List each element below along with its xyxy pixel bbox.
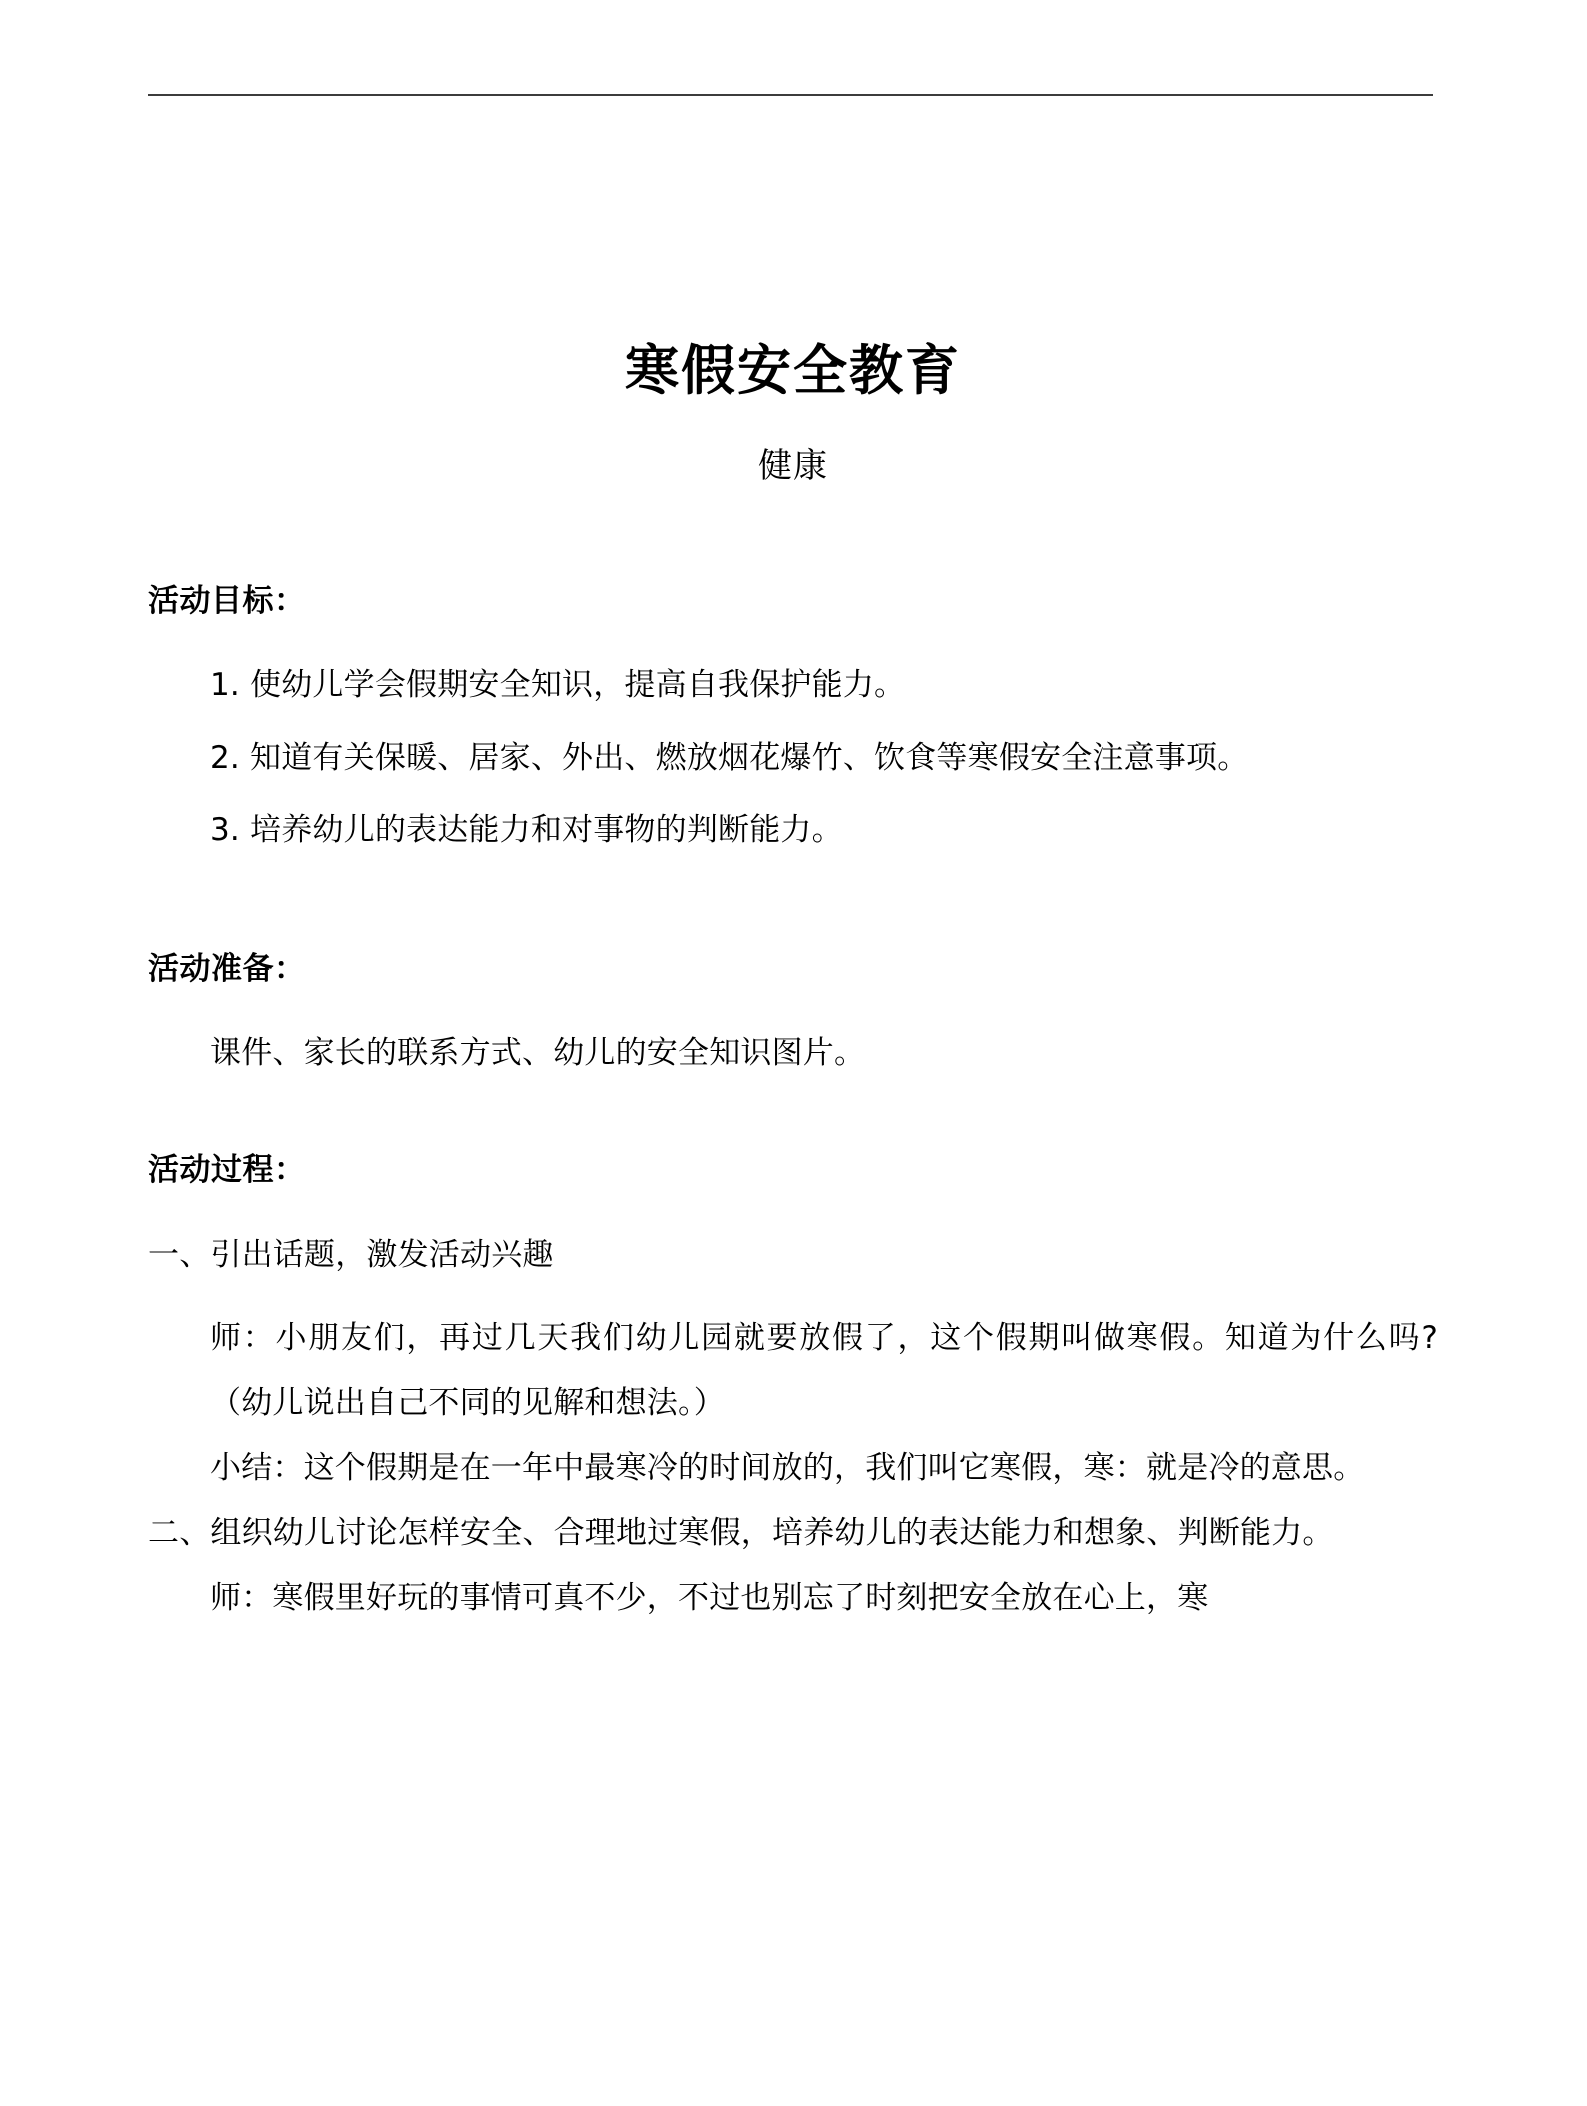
section-objectives (148, 583, 1438, 855)
spacer-objectives-heading (148, 620, 1438, 660)
document-body (148, 300, 1438, 1631)
process-step-two: 二、组织幼儿讨论怎样安全、合理地过寒假，培养幼儿的表达能力和想象、判断能力。 (148, 1515, 1334, 1552)
list-item: 1. 使幼儿学会假期安全知识，提高自我保护能力。 (210, 667, 906, 704)
section-process (148, 1152, 1438, 1631)
spacer-process-heading (148, 1190, 1438, 1230)
process-step-two-teacher-line: 师：寒假里好玩的事情可真不少，不过也别忘了时刻把安全放在心上，寒 (210, 1580, 1209, 1617)
process-step-one-summary-line: 小结：这个假期是在一年中最寒冷的时间放的，我们叫它寒假，寒：就是冷的意思。 (210, 1449, 1365, 1486)
spacer-step-one (148, 1280, 1438, 1306)
process-step-one: 一、引出话题，激发活动兴趣 (148, 1236, 554, 1273)
page-title: 寒假安全教育 (625, 339, 961, 402)
header-divider-rule (148, 94, 1433, 96)
process-step-one-teacher-line: 师：小朋友们，再过几天我们幼儿园就要放假了，这个假期叫做寒假。知道为什么吗?（幼儿说出自己不同的见解和想法。） (210, 1319, 1438, 1421)
section-preparation (148, 951, 1438, 1078)
spacer-after-subtitle (148, 487, 1438, 583)
list-item: 3. 培养幼儿的表达能力和对事物的判断能力。 (210, 811, 843, 848)
list-item: 2. 知道有关保暖、居家、外出、燃放烟花爆竹、饮食等寒假安全注意事项。 (210, 739, 1249, 776)
spacer-between-preparation-process (148, 1078, 1438, 1152)
section-heading-preparation: 活动准备： (148, 950, 306, 987)
objectives-list (148, 660, 1438, 855)
spacer-between-objectives-preparation (148, 877, 1438, 951)
preparation-text: 课件、家长的联系方式、幼儿的安全知识图片。 (210, 1035, 866, 1072)
page-subtitle: 健康 (758, 446, 828, 487)
spacer-preparation-heading (148, 988, 1438, 1028)
section-heading-process: 活动过程： (148, 1152, 306, 1189)
section-heading-objectives: 活动目标： (148, 583, 306, 620)
